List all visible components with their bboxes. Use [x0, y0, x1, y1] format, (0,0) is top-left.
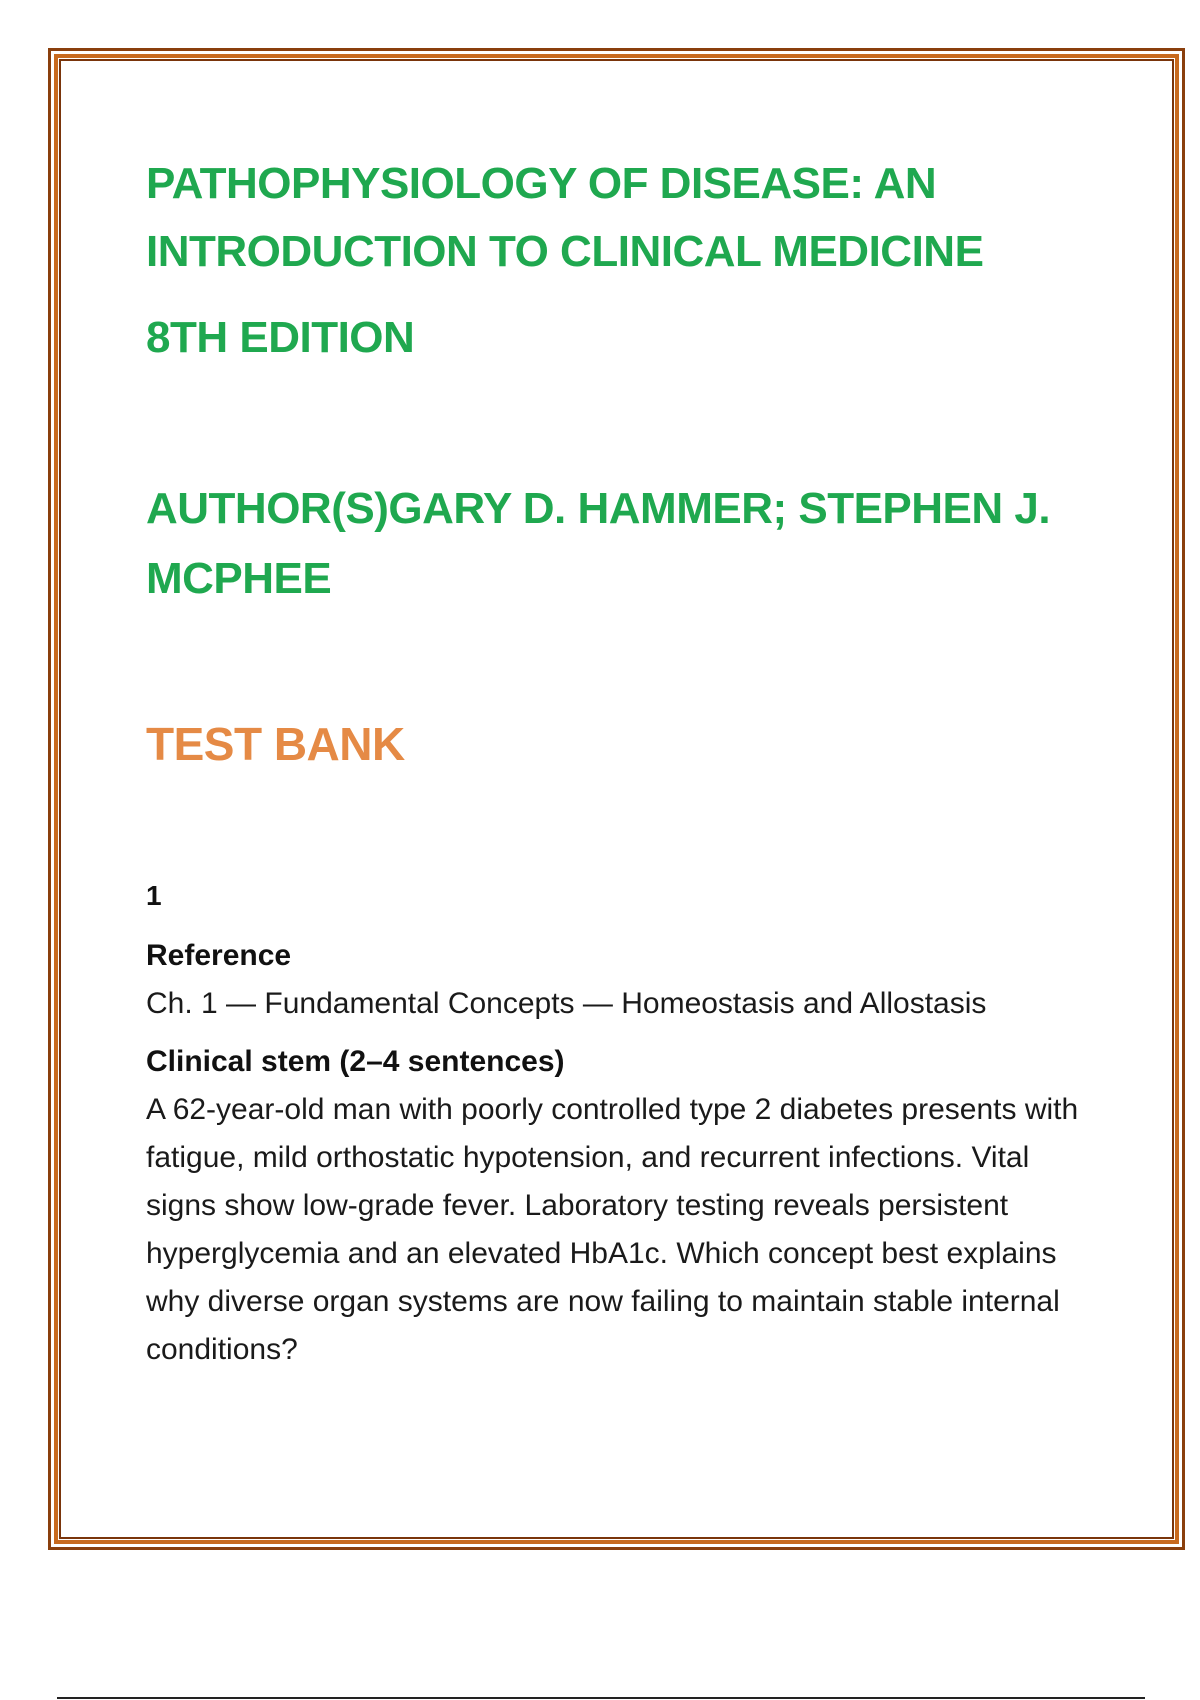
footer-divider — [57, 1697, 1145, 1699]
document-subtitle: TEST BANK — [146, 718, 405, 770]
reference-text: Ch. 1 — Fundamental Concepts — Homeostasis and Allostasis — [146, 987, 987, 1020]
document-title: PATHOPHYSIOLOGY OF DISEASE: AN INTRODUCTION TO CLINICAL MEDICINE — [146, 159, 984, 276]
document-authors: AUTHOR(S)GARY D. HAMMER; STEPHEN J. MCPHEE — [146, 484, 1051, 603]
document-edition: 8TH EDITION — [146, 313, 415, 362]
clinical-stem-text: A 62-year-old man with poorly controlled type 2 diabetes presents with fatigue, mild orthostatic hypotension, and recurrent infections. Vital signs show low-grade fever. Laboratory testing reveals persistent hyperglycemia and an elevated HbA1c. Which concept best explains why diverse organ systems are now failing to maintain stable internal conditions? — [146, 1093, 1079, 1366]
question-block — [146, 876, 1106, 1374]
reference-label: Reference — [146, 939, 292, 972]
clinical-stem-label: Clinical stem (2–4 sentences) — [146, 1045, 565, 1078]
document-content — [146, 150, 1106, 1374]
question-number: 1 — [146, 880, 162, 911]
